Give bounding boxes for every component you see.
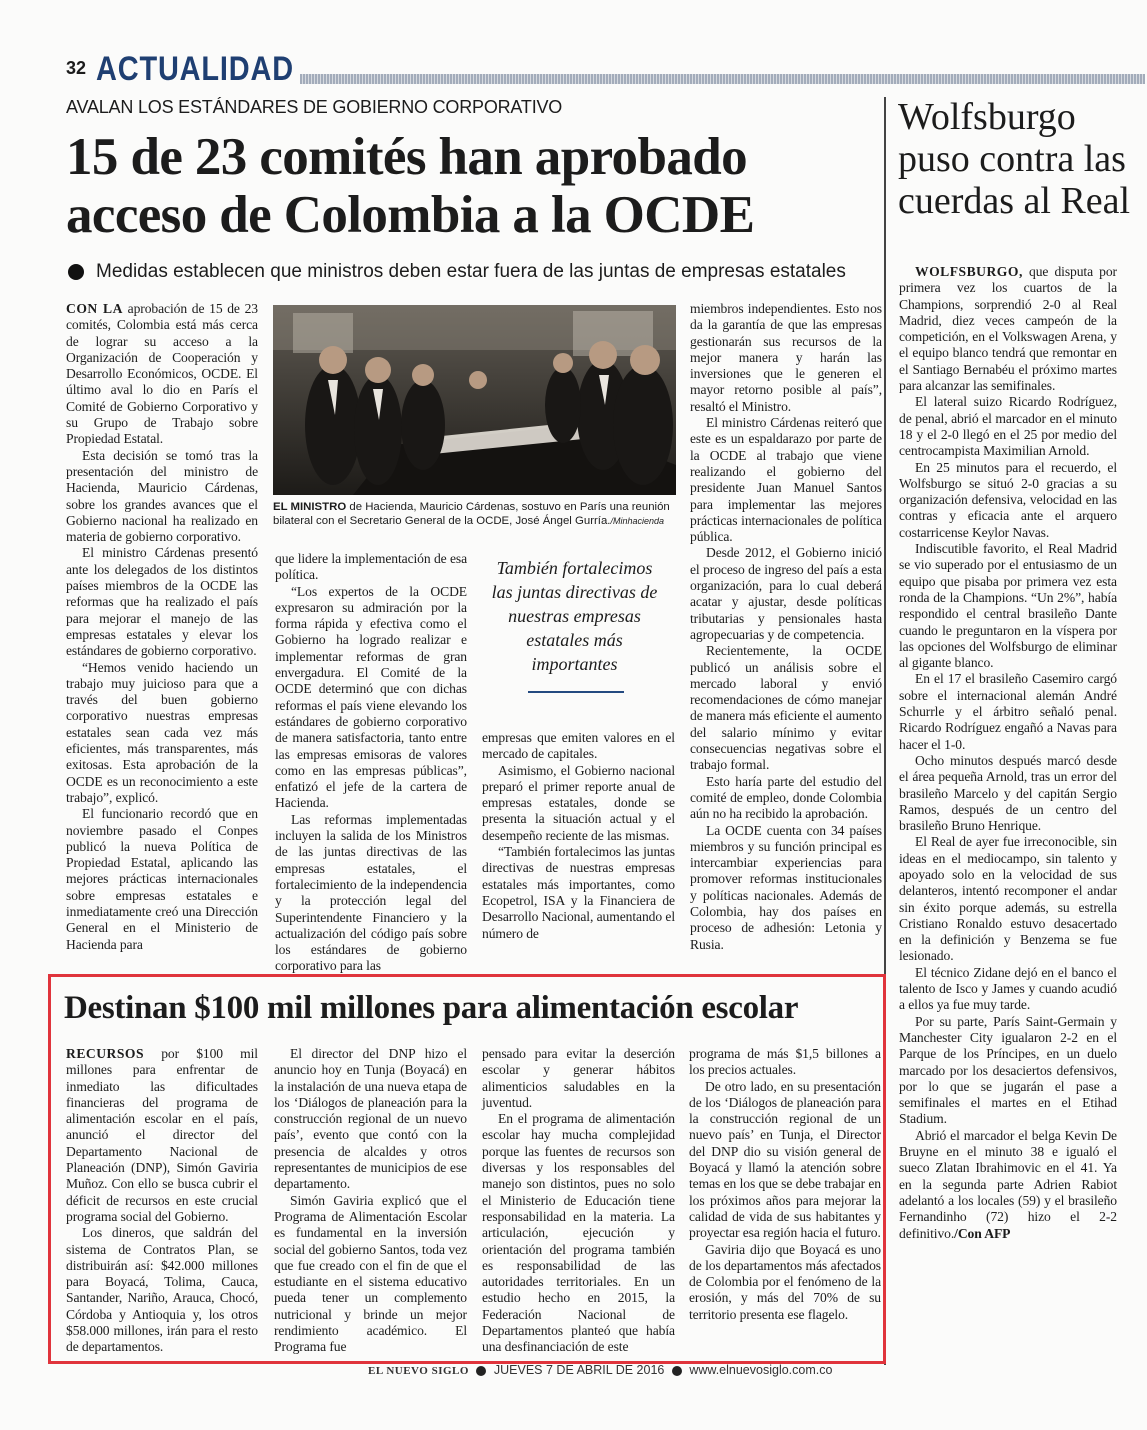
paragraph: El funcionario recordó que en noviembre pasado el Conpes publicó la nueva Política de Propiedad Estatal, aplicando las mejores prácticas internacionales sobre empresas estatales e inmediatamente creó una Dirección General en el Ministerio de Hacienda para — [66, 806, 258, 952]
paragraph: pensado para evitar la deserción escolar y generar hábitos alimenticios saludables en la juventud. — [482, 1046, 675, 1110]
paragraph: El Real de ayer fue irreconocible, sin ideas en el mediocampo, sin talento y apoyado solo en la velocidad de sus delanteros, intentó recomponer el andar sin éxito porque además, su estrella Cristiano Ronaldo estuvo desacertado en la definición y Benzema se fue lesionado. — [899, 834, 1117, 964]
paragraph: “También fortalecimos las juntas directivas de nuestras empresas estatales más importantes, como Ecopetrol, ISA y la Financiera de Desarrollo Nacional, aumentando el número de — [482, 844, 675, 941]
paragraph: En el programa de alimentación escolar hay mucha complejidad porque las fuentes de recursos son diversas y los responsables del manejo son distintos, pues no solo el Ministerio de Educación tiene responsabilidad en la materia. La articulación, ejecución y orientación del programa también es responsabilidad de las autoridades territoriales. En un estudio hecho en 2015, la Federación Nacional de Departamentos planteó que había una desfinanciación de este — [482, 1111, 675, 1355]
paragraph-text: Abrió el marcador el belga Kevin De Bruyne en el minuto 38 e igualó el sueco Zlatan Ibrahimovic en el 41. Ya en la segunda parte Adrien Rabiot adelantó a los locales (59) y el brasileño Fernandinho (72) hizo el 2-2 definitivo. — [899, 1127, 1117, 1241]
lead-in: RECURSOS — [66, 1046, 145, 1061]
paragraph: El director del DNP hizo el anuncio hoy en Tunja (Boyacá) en la instalación de una nueva etapa de los ‘Diálogos de planeación para la construcción regional de un nuevo país’, evento que contó con la presencia de alcaldes y otros representantes de municipios de ese departamento. — [274, 1046, 467, 1192]
paragraph: Gaviria dijo que Boyacá es uno de los departamentos más afectados de Colombia por el fenómeno de la erosión, y más del 70% de su territorio presenta ese flagelo. — [689, 1241, 881, 1322]
paragraph: “Los expertos de la OCDE expresaron su admiración por la forma rápida y efectiva como el Gobierno ha logrado realizar e implementar reformas de gran envergadura. El Comité de la OCDE determinó que con dichas reformas el país viene elevando los estándares de gobierno corporativo de manera satisfactoria, tanto entre las empresas emisoras de valores como en las empresas públicas”, enfatizó el jefe de la cartera de Hacienda. — [275, 583, 467, 811]
paragraph: El técnico Zidane dejó en el banco el talento de Isco y James y cuando acudió a ellos ya fue muy tarde. — [899, 964, 1117, 1013]
paragraph: Desde 2012, el Gobierno inició el proceso de ingreso del país a esta organización, para lo cual deberá acatar y ajustar, desde políticas tributarias y pensionales hasta agropecuarias y de competencia. — [690, 545, 882, 642]
paragraph: Ocho minutos después marcó desde el área pequeña Arnold, tras un error del brasileño Marcelo y del capitán Sergio Ramos, después de un centro del brasileño Bruno Henrique. — [899, 752, 1117, 834]
article-column-2 — [275, 551, 467, 975]
pull-quote: También fortalecimos las juntas directivas de nuestras empresas estatales más importantes — [491, 558, 658, 674]
bullet-icon — [476, 1366, 486, 1376]
article-column-4 — [690, 301, 882, 953]
paragraph: Asimismo, el Gobierno nacional preparó el primer reporte anual de empresas estatales, donde se presenta la situación actual y el desempeño reciente de las mismas. — [482, 762, 675, 843]
meeting-photo-image — [273, 305, 676, 495]
section-rule — [300, 74, 1145, 84]
paragraph: miembros independientes. Esto nos da la garantía de que las empresas gestionarán sus recursos de la mejor manera y harán las inversiones que le generen el mayor retorno posible al país”, resaltó el Ministro. — [690, 301, 882, 414]
paragraph: En el 17 el brasileño Casemiro cargó sobre el internacional alemán André Schurrle y el árbitro señaló penal. Ricardo Rodríguez engañó a Navas para hacer el 1-0. — [899, 671, 1117, 752]
article-column-3 — [482, 730, 675, 942]
boxed-column-1 — [66, 1046, 258, 1356]
boxed-column-3 — [482, 1046, 675, 1356]
paragraph: Esta decisión se tomó tras la presentación del ministro de Hacienda, Mauricio Cárdenas, sobre los grandes avances que el Gobierno nacional ha realizado en materia de gobierno corporativo. — [66, 447, 258, 545]
paragraph: empresas que emiten valores en el mercado de capitales. — [482, 730, 675, 762]
article-headline: 15 de 23 comités han aprobado acceso de Colombia a la OCDE — [66, 128, 755, 244]
paragraph: El ministro Cárdenas reiteró que este es un espaldarazo por parte de la OCDE al trabajo que viene realizando el gobierno del presidente Juan Manuel Santos para implementar las mejores prácticas internacionales de política pública. — [690, 415, 882, 545]
footer-date: JUEVES 7 DE ABRIL DE 2016 — [493, 1363, 665, 1377]
sidebar-headline: Wolfsburgo puso contra las cuerdas al Real — [898, 96, 1131, 222]
paragraph: que lidere la implementación de esa política. — [275, 551, 467, 583]
page-number: 32 — [66, 58, 87, 78]
paragraph: “Hemos venido haciendo un trabajo muy juicioso para que a través del buen gobierno corporativo nuestras empresas estatales sean cada vez más eficientes, más transparentes, más exitosas. Esta aprobación de la OCDE es un reconocimiento a este trabajo”, explicó. — [66, 659, 258, 805]
boxed-column-2 — [274, 1046, 467, 1356]
article-column-1 — [66, 301, 258, 953]
paragraph: El ministro Cárdenas presentó ante los delegados de los distintos países miembros de la OCDE las reformas que ha realizado el país para mejorar el manejo de las empresas estatales y elevar los estándares de gobierno corporativo. — [66, 545, 258, 659]
paragraph-text: aprobación de 15 de 23 comités, Colombia está más cerca de lograr su acceso a la Organización de Cooperación y Desarrollo Económicos, OCDE. El último aval lo dio en París el Comité de Gobierno Corporativo y su Grupo de Trabajo sobre Propiedad Estatal. — [66, 301, 258, 447]
paragraph: Simón Gaviria explicó que el Programa de Alimentación Escolar es fundamental en la inversión social del gobierno Santos, toda vez que fue creado con el fin de que el estudiante en el sistema educativo pueda tener un complemento nutricional y brinde un mejor rendimiento académico. El Programa fue — [274, 1192, 467, 1355]
bullet-icon — [672, 1366, 682, 1376]
paragraph: La OCDE cuenta con 34 países miembros y su función principal es intercambiar experiencias para promover reformas institucionales y políticas nacionales. Además de Colombia, hay dos países en proceso de adhesión: Letonia y Rusia. — [690, 822, 882, 952]
boxed-article-headline: Destinan $100 mil millones para alimentación escolar — [64, 990, 799, 1026]
photo-caption — [273, 500, 678, 528]
article-subhead: Medidas establecen que ministros deben estar fuera de las juntas de empresas estatales — [96, 261, 846, 282]
article-kicker: AVALAN LOS ESTÁNDARES DE GOBIERNO CORPORATIVO — [66, 97, 563, 117]
lead-in: WOLFSBURGO, — [915, 264, 1023, 279]
caption-text: de Hacienda, Mauricio Cárdenas, sostuvo en París una reunión bilateral con el Secretario General de la OCDE, José Ángel Gurría. — [273, 501, 670, 527]
sidebar-column — [899, 264, 1117, 1242]
paragraph: Las reformas implementadas incluyen la salida de los Ministros de las juntas directivas de las empresas estatales, el fortalecimiento de la independencia y la protección legal del Superintendente Financiero y la actualización del código país sobre los estándares de gobierno corporativo para las — [275, 811, 467, 974]
paragraph — [66, 301, 258, 448]
paragraph: De otro lado, en su presentación de los ‘Diálogos de planeación para la construcción regional de un nuevo país’ en Tunja, el Director del DNP dio su visión general de Boyacá y llamó la atención sobre temas en los que se debe trabajar en los próximos años para mejorar la calidad de vida de sus habitantes y proyectar esa región hacia el futuro. — [689, 1078, 881, 1241]
paragraph-text: por $100 mil millones para enfrentar de inmediato las dificultades financieras del programa de alimentación escolar en el país, anunció el director del Departamento Nacional de Planeación (DNP), Simón Gaviria Muñoz. Con ello se busca cubrir el déficit de recursos en este crucial programa social del Gobierno. — [66, 1046, 258, 1224]
paragraph: Por su parte, París Saint-Germain y Manchester City igualaron 2-2 en el Parque de los Príncipes, en un duelo marcado por los desaciertos defensivos, por lo que se jugarán el pase a semifinales el martes en el Etihad Stadium. — [899, 1013, 1117, 1127]
footer-url[interactable]: www.elnuevosiglo.com.co — [689, 1363, 833, 1377]
lead-in: CON LA — [66, 301, 123, 316]
paragraph: En 25 minutos para el recuerdo, el Wolfsburgo se situó 2-0 gracias a su organización defensiva, velocidad en las contras y eficacia ante el arquero costarricense Keylor Navas. — [899, 459, 1117, 540]
paragraph: Los dineros, que saldrán del sistema de Contratos Plan, se distribuirán así: $42.000 millones para Boyacá, Tolima, Cauca, Santander, Nariño, Arauca, Chocó, Córdoba y Antioquia y, los otros $58.000 millones, irán para el resto de departamentos. — [66, 1225, 258, 1355]
pull-quote-rule — [528, 691, 624, 693]
paragraph: Indiscutible favorito, el Real Madrid se vio superado por el entusiasmo de un equipo que pisaba por primera vez esta ronda de la Champions. “Un 2%”, había respondido el central brasileño Dante cuando le preguntaron en la víspera por las opciones del Wolfsburgo de eliminar al gigante blanco. — [899, 541, 1117, 671]
boxed-column-4 — [689, 1046, 881, 1323]
caption-lead: EL MINISTRO — [273, 501, 347, 513]
section-title: ACTUALIDAD — [96, 50, 294, 88]
paragraph — [66, 1046, 258, 1225]
paragraph: Esto haría parte del estudio del comité de empleo, donde Colombia aún no ha recibido la aprobación. — [690, 773, 882, 822]
bullet-icon — [68, 264, 84, 280]
paragraph: programa de más $1,5 billones a los precios actuales. — [689, 1046, 881, 1078]
paragraph-text: que disputa por primera vez los cuartos de la Champions, sorprendió 2-0 al Real Madrid, diez veces campeón de la competición, en el Volkswagen Arena, y el equipo blanco tendrá que remontar en el Santiago Bernabéu el próximo martes para alcanzar las semifinales. — [899, 264, 1117, 394]
paragraph — [899, 264, 1117, 394]
paragraph — [899, 1128, 1117, 1242]
photo-credit: /Minhacienda — [610, 516, 665, 526]
page-footer — [368, 1363, 832, 1377]
paragraph: Recientemente, la OCDE publicó un análisis sobre el mercado laboral y envió recomendaciones de cómo manejar de manera más eficiente el aumento del salario mínimo y evitar consecuencias negativas sobre el trabajo formal. — [690, 643, 882, 773]
footer-logo: EL NUEVO SIGLO — [368, 1365, 469, 1377]
sidebar-credit: /Con AFP — [954, 1225, 1011, 1241]
paragraph: El lateral suizo Ricardo Rodríguez, de penal, abrió el marcador en el minuto 18 y el 2-0 llegó en el 25 por medio del centrocampista Maximilian Arnold. — [899, 394, 1117, 459]
article-photo — [273, 305, 676, 495]
